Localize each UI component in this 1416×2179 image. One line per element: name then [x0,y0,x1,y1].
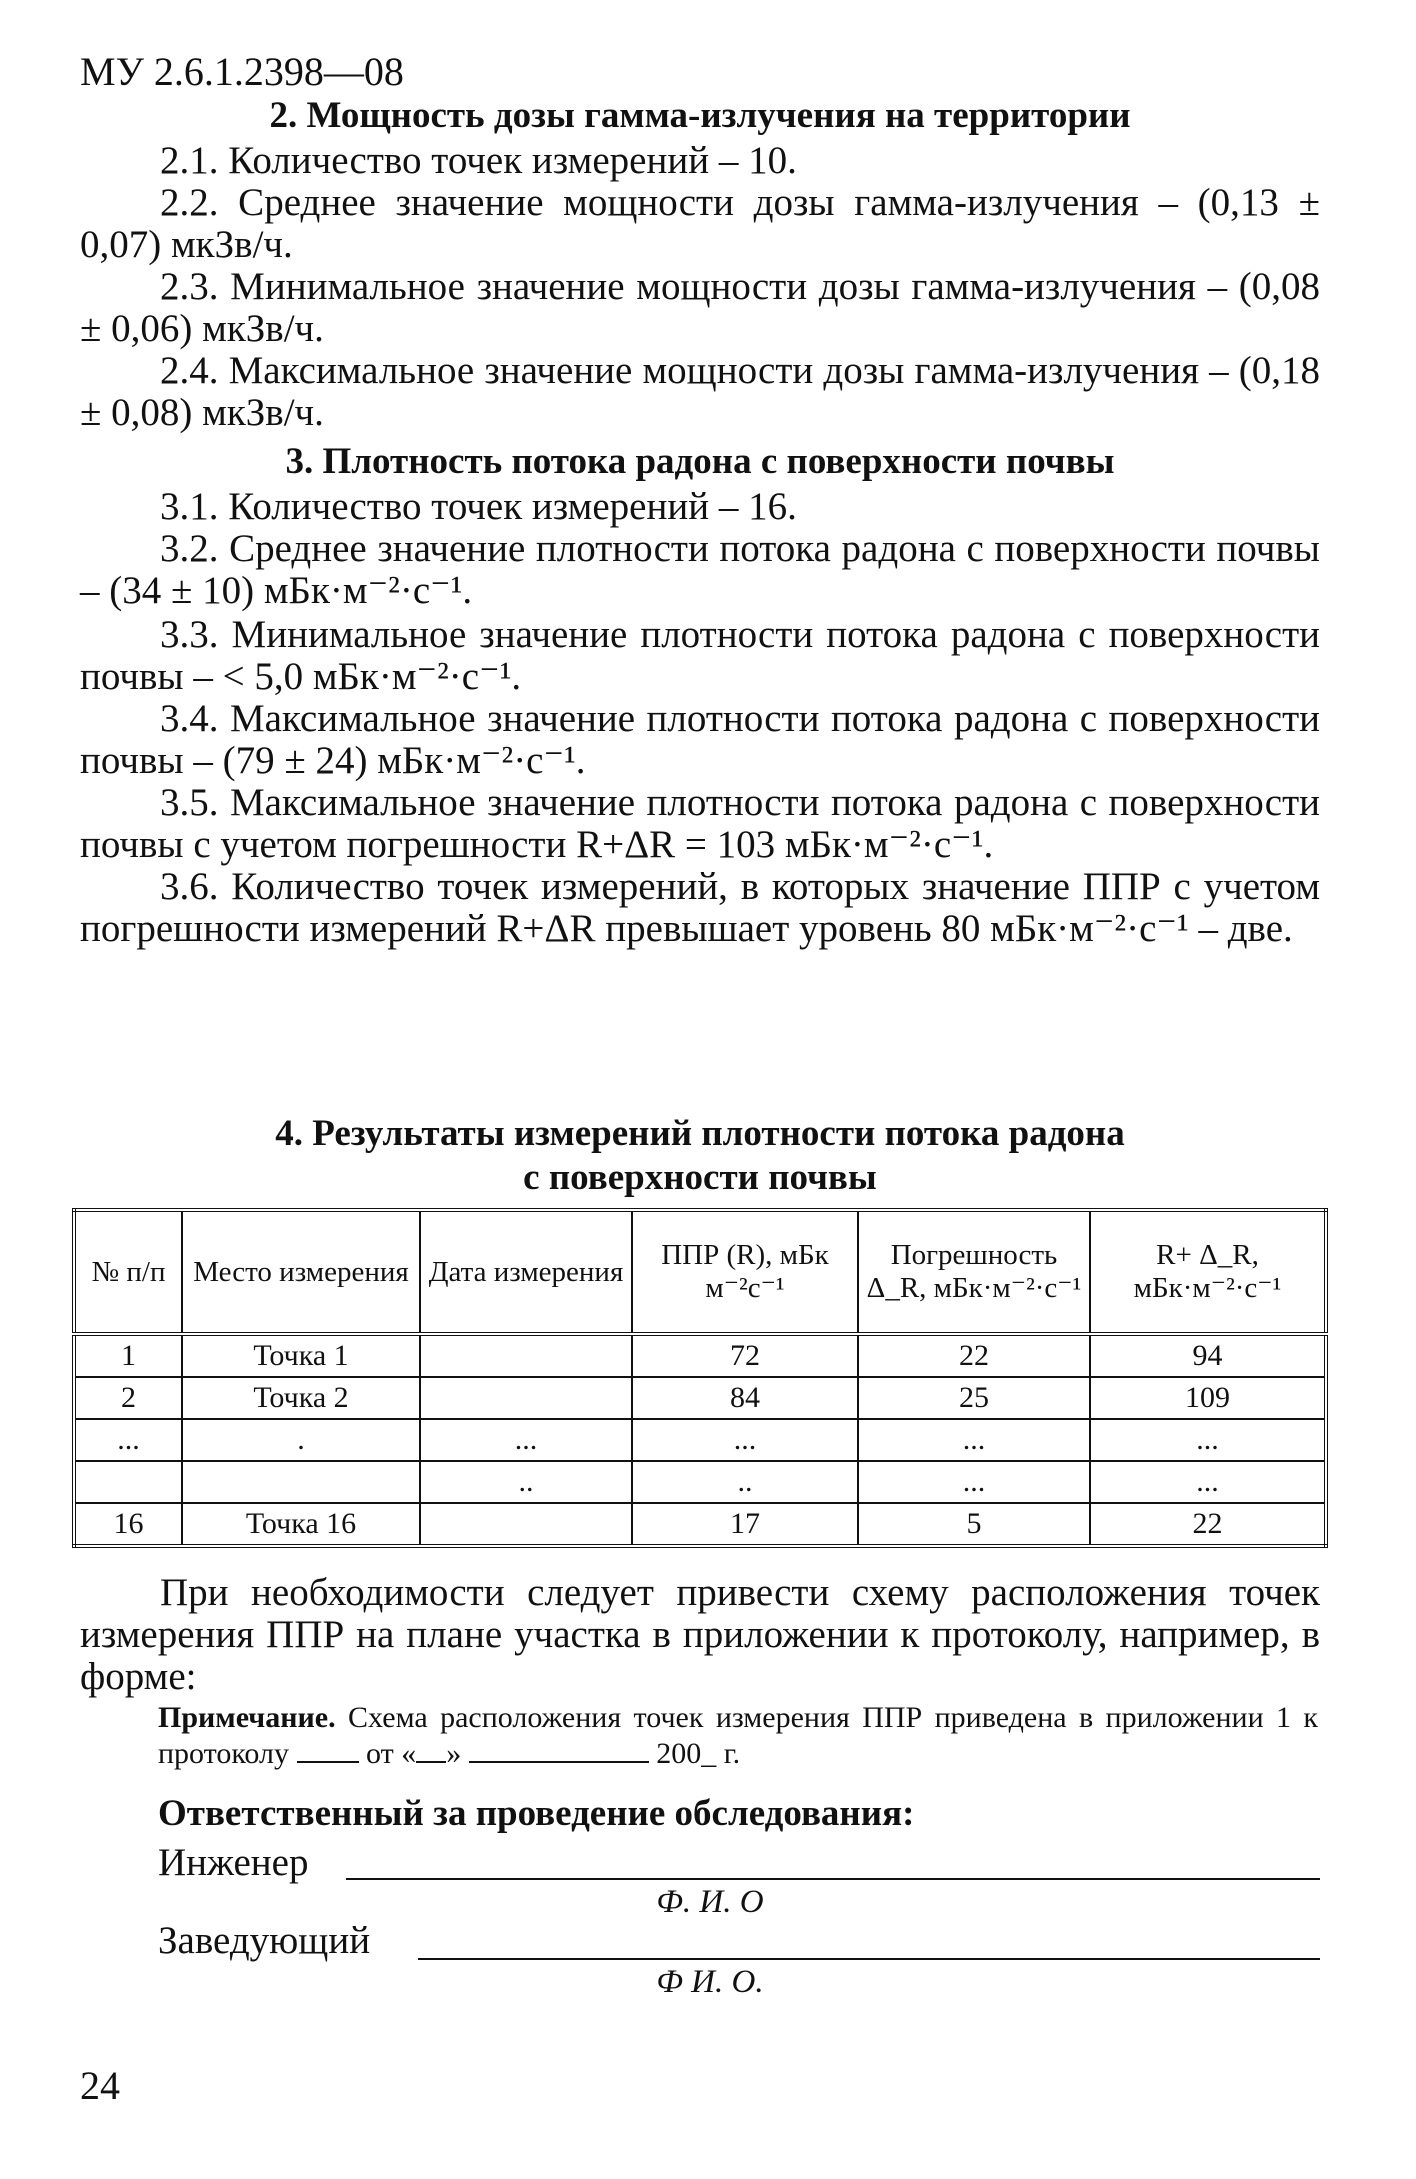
cell-error: 5 [858,1503,1090,1546]
cell-number: 1 [74,1334,182,1377]
section-3-title: 3. Плотность потока радона с поверхности почвы [285,441,1115,482]
cell-number [74,1461,182,1503]
section-2-title: 2. Мощность дозы гамма-излучения на территории [269,95,1131,136]
note-label: Примечание. [158,1701,336,1734]
table-row [74,1377,1326,1419]
paragraph-2-1: 2.1. Количество точек измерений – 10. [160,139,797,182]
document-code: МУ 2.6.1.2398—08 [80,49,404,94]
note-text-4: 200_ г. [648,1737,741,1770]
paragraph-3-6: 3.6. Количество точек измерений, в которых значение ППР с учетом погрешности измерений R+ΔR превышает уровень 80 мБк·м⁻²·с⁻¹ – две. [80,865,1320,950]
page-number: 24 [80,2063,120,2108]
table-header-row [74,1210,1326,1334]
blank-month [469,1761,649,1763]
engineer-label: Инженер [158,1841,309,1884]
cell-flux-plus-error: 109 [1090,1377,1326,1419]
cell-number: 16 [74,1503,182,1546]
paragraph-scheme: При необходимости следует привести схему расположения точек измерения ППР на плане участка в приложении к протоколу, например, в форме: [80,1571,1320,1698]
header-flux: ППР (R), мБк м⁻²с⁻¹ [632,1210,858,1334]
cell-error: 25 [858,1377,1090,1419]
cell-flux-plus-error: ... [1090,1419,1326,1461]
cell-flux: 72 [632,1334,858,1377]
cell-location: Точка 1 [182,1334,420,1377]
cell-error: 22 [858,1334,1090,1377]
cell-flux-plus-error: ... [1090,1461,1326,1503]
header-date: Дата измерения [420,1210,632,1334]
head-signature-line [418,1958,1320,1960]
paragraph-3-5: 3.5. Максимальное значение плотности потока радона с поверхности почвы с учетом погрешности R+ΔR = 103 мБк·м⁻²·с⁻¹. [80,781,1320,866]
header-error: Погрешность Δ_R, мБк·м⁻²·с⁻¹ [858,1210,1090,1334]
cell-flux: 84 [632,1377,858,1419]
note-text-2: от « [358,1737,417,1770]
cell-date: .. [420,1461,632,1503]
cell-number: ... [74,1419,182,1461]
responsible-title: Ответственный за проведение обследования: [158,1793,915,1834]
section-4-title-line1: 4. Результаты измерений плотности потока радона [275,1113,1125,1154]
cell-location: Точка 2 [182,1377,420,1419]
cell-date [420,1503,632,1546]
engineer-caption: Ф. И. О [656,1884,764,1920]
cell-flux: ... [632,1419,858,1461]
cell-error: ... [858,1461,1090,1503]
paragraph-3-2: 3.2. Среднее значение плотности потока радона с поверхности почвы – (34 ± 10) мБк·м⁻²·с⁻¹. [80,527,1320,612]
cell-flux-plus-error: 94 [1090,1334,1326,1377]
blank-protocol-number [297,1761,359,1763]
paragraph-2-3: 2.3. Минимальное значение мощности дозы гамма-излучения – (0,08 ± 0,06) мкЗв/ч. [80,265,1320,350]
table-row [74,1503,1326,1546]
note-text-1: Схема расположения точек измерения ППР приведена в приложении 1 к протоколу [158,1701,1318,1770]
header-flux-plus-error: R+ Δ_R, мБк·м⁻²·с⁻¹ [1090,1210,1326,1334]
head-caption: Ф И. О. [656,1964,764,2000]
cell-location: . [182,1419,420,1461]
note-text-3: » [446,1737,469,1770]
cell-location: Точка 16 [182,1503,420,1546]
cell-flux: 17 [632,1503,858,1546]
cell-error: ... [858,1419,1090,1461]
table-row [74,1461,1326,1503]
paragraph-2-4: 2.4. Максимальное значение мощности дозы гамма-излучения – (0,18 ± 0,08) мкЗв/ч. [80,349,1320,434]
results-table [72,1208,1328,1548]
header-number: № п/п [74,1210,182,1334]
head-label: Заведующий [158,1919,371,1962]
blank-day [416,1761,446,1763]
cell-location [182,1461,420,1503]
cell-flux-plus-error: 22 [1090,1503,1326,1546]
paragraph-2-2: 2.2. Среднее значение мощности дозы гамма-излучения – (0,13 ± 0,07) мкЗв/ч. [80,181,1320,266]
cell-number: 2 [74,1377,182,1419]
cell-date [420,1334,632,1377]
section-4-title-line2: с поверхности почвы [523,1157,877,1198]
paragraph-3-1: 3.1. Количество точек измерений – 16. [160,485,797,528]
header-location: Место измерения [182,1210,420,1334]
cell-flux: .. [632,1461,858,1503]
paragraph-3-4: 3.4. Максимальное значение плотности потока радона с поверхности почвы – (79 ± 24) мБк·м⁻²·с⁻¹. [80,697,1320,782]
table-row [74,1419,1326,1461]
cell-date [420,1377,632,1419]
paragraph-3-3: 3.3. Минимальное значение плотности потока радона с поверхности почвы – < 5,0 мБк·м⁻²·с⁻¹. [80,613,1320,698]
cell-date: ... [420,1419,632,1461]
engineer-signature-line [346,1878,1320,1880]
table-row [74,1334,1326,1377]
note [158,1700,1318,1772]
